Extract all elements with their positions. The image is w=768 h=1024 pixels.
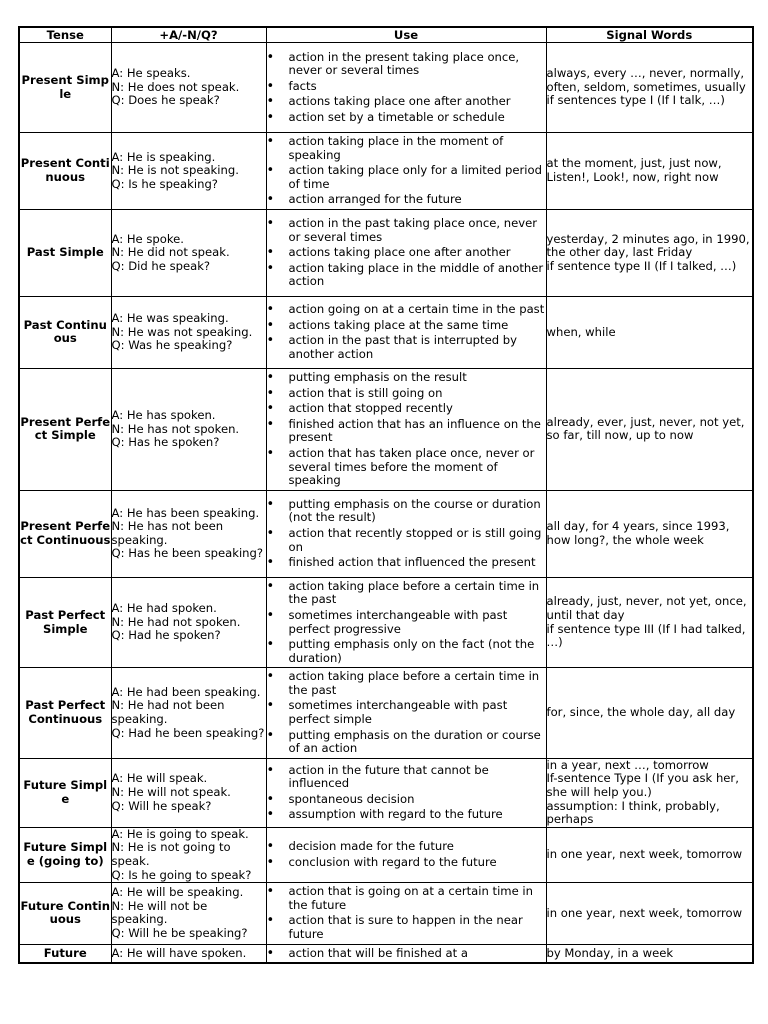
signal-line: all day, for 4 years, since 1993, how long?, the whole week <box>546 519 730 547</box>
bullet-icon: • <box>266 555 275 571</box>
use-item <box>267 387 546 401</box>
form-line: A: He is going to speak. <box>111 827 249 841</box>
use-text: action going on at a certain time in the past <box>288 302 545 317</box>
header-row <box>19 27 753 43</box>
use-item <box>267 217 546 244</box>
tense-name: Future Simple (going to) <box>19 827 111 882</box>
use-text: action in the future that cannot be influenced <box>288 762 489 791</box>
header-use: Use <box>266 27 546 43</box>
signal-words <box>546 490 753 577</box>
tense-forms <box>111 668 266 759</box>
tense-row <box>19 577 753 668</box>
tense-uses <box>266 883 546 944</box>
tense-uses <box>266 133 546 210</box>
form-line: N: He is not going to speak. <box>111 840 231 869</box>
bullet-icon: • <box>266 945 275 961</box>
tense-forms <box>111 133 266 210</box>
signal-words <box>546 296 753 368</box>
use-item <box>267 556 546 570</box>
bullet-icon: • <box>266 109 275 125</box>
header-signal-words: Signal Words <box>546 27 753 43</box>
use-item <box>267 670 546 697</box>
bullet-icon: • <box>266 669 275 685</box>
bullet-icon: • <box>266 416 275 432</box>
bullet-icon: • <box>266 385 275 401</box>
signal-line: if sentence type II (If I talked, …) <box>546 258 737 273</box>
tense-uses <box>266 758 546 827</box>
use-list <box>267 303 546 361</box>
use-text: decision made for the future <box>288 839 454 854</box>
use-item <box>267 885 546 912</box>
bullet-icon: • <box>266 163 275 179</box>
header-forms: +A/-N/Q? <box>111 27 266 43</box>
use-item <box>267 418 546 445</box>
tense-forms <box>111 827 266 882</box>
bullet-icon: • <box>266 317 275 333</box>
tense-row <box>19 883 753 944</box>
tense-uses <box>266 368 546 490</box>
use-item <box>267 111 546 125</box>
use-list <box>267 217 546 289</box>
tense-forms <box>111 43 266 133</box>
use-list <box>267 498 546 570</box>
signal-words <box>546 944 753 963</box>
signal-line: always, every …, never, normally, often, seldom, sometimes, usually <box>546 66 746 94</box>
bullet-icon: • <box>266 49 275 65</box>
signal-line: yesterday, 2 minutes ago, in 1990, the other day, last Friday <box>546 231 750 260</box>
bullet-icon: • <box>266 637 275 653</box>
signal-line: already, just, never, not yet, once, until that day <box>546 594 747 622</box>
signal-line: assumption: I think, probably, perhaps <box>546 798 720 827</box>
use-text: actions taking place at the same time <box>288 317 509 332</box>
use-text: putting emphasis on the course or duration (not the result) <box>288 496 541 525</box>
bullet-icon: • <box>266 134 275 149</box>
bullet-icon: • <box>266 245 275 261</box>
signal-words <box>546 368 753 490</box>
use-item <box>267 840 546 854</box>
tense-forms <box>111 944 266 963</box>
form-line: N: He had not been speaking. <box>111 698 225 727</box>
form-line: A: He speaks. <box>111 66 191 81</box>
tense-row <box>19 133 753 210</box>
use-item <box>267 135 546 162</box>
use-text: action that recently stopped or is still going on <box>288 525 542 554</box>
tense-name: Present Perfect Continuous <box>19 490 111 577</box>
use-item <box>267 334 546 361</box>
signal-line: in one year, next week, tomorrow <box>546 905 743 920</box>
form-line: Q: Had he spoken? <box>111 628 221 643</box>
bullet-icon: • <box>266 333 275 349</box>
tense-name: Present Perfect Simple <box>19 368 111 490</box>
signal-line: by Monday, in a week <box>546 945 674 960</box>
use-list <box>267 371 546 488</box>
form-line: A: He had been speaking. <box>111 684 261 699</box>
use-item <box>267 527 546 554</box>
form-line: N: He had not spoken. <box>111 614 241 629</box>
bullet-icon: • <box>266 525 275 541</box>
form-line: A: He was speaking. <box>111 311 229 326</box>
tense-uses <box>266 944 546 963</box>
tense-row <box>19 758 753 827</box>
tense-forms <box>111 368 266 490</box>
use-text: action that is still going on <box>288 385 443 400</box>
bullet-icon: • <box>266 839 275 855</box>
form-line: Q: Was he speaking? <box>111 338 233 353</box>
bullet-icon: • <box>266 401 275 417</box>
use-text: putting emphasis on the result <box>288 369 467 384</box>
use-text: finished action that has an influence on the present <box>288 416 541 445</box>
use-text: putting emphasis only on the fact (not the duration) <box>288 637 535 665</box>
tense-name: Present Continuous <box>19 133 111 210</box>
tense-forms <box>111 577 266 668</box>
use-text: action taking place before a certain time in the past <box>288 669 540 697</box>
signal-line: when, while <box>546 324 616 339</box>
use-item <box>267 51 546 78</box>
form-line: A: He will speak. <box>111 771 208 786</box>
form-line: N: He has not been speaking. <box>111 519 224 547</box>
tense-row <box>19 944 753 963</box>
tense-name: Past Perfect Simple <box>19 577 111 668</box>
form-line: Q: Had he been speaking? <box>111 725 265 740</box>
use-list <box>267 840 546 869</box>
signal-line: if sentence type III (If I had talked, …) <box>546 621 746 650</box>
bullet-icon: • <box>266 762 275 778</box>
signal-words <box>546 43 753 133</box>
use-item <box>267 947 546 961</box>
use-text: action in the present taking place once, never or several times <box>288 49 520 78</box>
bullet-icon: • <box>266 913 275 929</box>
use-item <box>267 164 546 191</box>
tenses-table <box>18 26 754 964</box>
use-text: action that has taken place once, never or several times before the moment of speaking <box>288 445 535 488</box>
use-item <box>267 856 546 870</box>
signal-words <box>546 883 753 944</box>
tense-row <box>19 827 753 882</box>
form-line: Q: Did he speak? <box>111 258 211 273</box>
tense-uses <box>266 668 546 759</box>
signal-words <box>546 209 753 296</box>
tense-row <box>19 368 753 490</box>
tense-forms <box>111 883 266 944</box>
use-item <box>267 447 546 488</box>
use-item <box>267 914 546 941</box>
form-line: Q: Is he going to speak? <box>111 867 252 882</box>
signal-line: for, since, the whole day, all day <box>546 705 736 720</box>
form-line: A: He has been speaking. <box>111 505 260 520</box>
form-line: A: He will be speaking. <box>111 885 244 900</box>
form-line: N: He will not speak. <box>111 785 231 800</box>
use-text: action taking place in the middle of another action <box>288 260 544 289</box>
tense-row <box>19 43 753 133</box>
use-item <box>267 402 546 416</box>
signal-words <box>546 758 753 827</box>
use-text: sometimes interchangeable with past perfect simple <box>288 698 508 727</box>
bullet-icon: • <box>266 698 275 714</box>
tense-uses <box>266 43 546 133</box>
form-line: N: He did not speak. <box>111 245 230 260</box>
tense-name: Past Perfect Continuous <box>19 668 111 759</box>
use-text: facts <box>288 78 317 93</box>
form-line: N: He will not be speaking. <box>111 898 208 927</box>
form-line: Q: Is he speaking? <box>111 176 218 191</box>
bullet-icon: • <box>266 884 275 900</box>
bullet-icon: • <box>266 607 275 623</box>
use-item <box>267 764 546 791</box>
use-item <box>267 808 546 822</box>
use-text: action that is going on at a certain time in the future <box>288 884 533 912</box>
bullet-icon: • <box>266 94 275 110</box>
tense-uses <box>266 296 546 368</box>
signal-line: if sentences type I (If I talk, …) <box>546 93 725 108</box>
tense-name: Present Simple <box>19 43 111 133</box>
use-text: conclusion with regard to the future <box>288 855 497 870</box>
bullet-icon: • <box>266 78 275 94</box>
form-line: N: He has not spoken. <box>111 421 240 436</box>
tense-name: Past Simple <box>19 209 111 296</box>
tense-row <box>19 668 753 759</box>
tense-forms <box>111 758 266 827</box>
use-text: sometimes interchangeable with past perfect progressive <box>288 607 508 636</box>
use-item <box>267 193 546 207</box>
use-item <box>267 95 546 109</box>
signal-words <box>546 668 753 759</box>
form-line: Q: Has he been speaking? <box>111 546 264 561</box>
form-line: Q: Does he speak? <box>111 93 220 108</box>
use-text: action taking place before a certain time in the past <box>288 578 540 607</box>
form-line: N: He was not speaking. <box>111 324 253 339</box>
bullet-icon: • <box>266 192 275 208</box>
use-item <box>267 793 546 807</box>
use-item <box>267 303 546 317</box>
use-item <box>267 498 546 525</box>
tense-uses <box>266 209 546 296</box>
use-text: action that is sure to happen in the near future <box>288 913 523 941</box>
use-text: action arranged for the future <box>288 192 462 207</box>
bullet-icon: • <box>266 855 275 871</box>
signal-words <box>546 577 753 668</box>
signal-line: in a year, next …, tomorrow <box>546 758 709 772</box>
use-text: action in the past taking place once, never or several times <box>288 215 537 244</box>
use-item <box>267 371 546 385</box>
use-text: putting emphasis on the duration or course of an action <box>288 727 541 756</box>
bullet-icon: • <box>266 445 275 461</box>
signal-line: If-sentence Type I (If you ask her, she will help you.) <box>546 771 739 800</box>
header-tense: Tense <box>19 27 111 43</box>
use-item <box>267 80 546 94</box>
use-text: action in the past that is interrupted by another action <box>288 333 517 362</box>
use-text: action taking place in the moment of speaking <box>288 134 504 162</box>
signal-words <box>546 827 753 882</box>
bullet-icon: • <box>266 215 275 231</box>
use-text: finished action that influenced the present <box>288 555 536 570</box>
bullet-icon: • <box>266 369 275 385</box>
tense-row <box>19 209 753 296</box>
tense-name: Future <box>19 944 111 963</box>
bullet-icon: • <box>266 791 275 807</box>
use-list <box>267 670 546 756</box>
bullet-icon: • <box>266 807 275 823</box>
use-item <box>267 580 546 607</box>
tense-forms <box>111 209 266 296</box>
tense-name: Future Simple <box>19 758 111 827</box>
use-text: action taking place only for a limited period of time <box>288 163 542 191</box>
form-line: A: He has spoken. <box>111 407 216 422</box>
form-line: N: He does not speak. <box>111 79 240 94</box>
bullet-icon: • <box>266 496 275 512</box>
use-item <box>267 699 546 726</box>
form-line: A: He spoke. <box>111 231 184 246</box>
use-list <box>267 580 546 666</box>
use-item <box>267 246 546 260</box>
tense-name: Past Continuous <box>19 296 111 368</box>
use-list <box>267 135 546 207</box>
tense-row <box>19 490 753 577</box>
use-item <box>267 729 546 756</box>
bullet-icon: • <box>266 302 275 318</box>
tense-name: Future Continuous <box>19 883 111 944</box>
form-line: Q: Has he spoken? <box>111 435 220 450</box>
tense-forms <box>111 296 266 368</box>
use-text: action that stopped recently <box>288 401 453 416</box>
tense-row <box>19 296 753 368</box>
tense-uses <box>266 827 546 882</box>
form-line: A: He will have spoken. <box>111 945 247 960</box>
signal-line: in one year, next week, tomorrow <box>546 847 743 862</box>
use-text: actions taking place one after another <box>288 94 511 109</box>
use-item <box>267 609 546 636</box>
use-item <box>267 319 546 333</box>
use-list <box>267 51 546 125</box>
use-text: spontaneous decision <box>288 791 415 806</box>
bullet-icon: • <box>266 578 275 594</box>
signal-line: already, ever, just, never, not yet, so far, till now, up to now <box>546 414 745 443</box>
form-line: A: He is speaking. <box>111 149 216 164</box>
signal-line: at the moment, just, just now, Listen!, Look!, now, right now <box>546 156 722 184</box>
tense-uses <box>266 577 546 668</box>
signal-words <box>546 133 753 210</box>
use-text: action that will be finished at a <box>288 945 468 960</box>
form-line: N: He is not speaking. <box>111 163 239 178</box>
use-item <box>267 638 546 665</box>
use-list <box>267 764 546 822</box>
use-text: action set by a timetable or schedule <box>288 109 505 124</box>
bullet-icon: • <box>266 727 275 743</box>
use-item <box>267 262 546 289</box>
use-list <box>267 885 546 941</box>
use-list <box>267 947 546 961</box>
bullet-icon: • <box>266 260 275 276</box>
form-line: Q: Will he speak? <box>111 798 212 813</box>
tense-uses <box>266 490 546 577</box>
use-text: actions taking place one after another <box>288 245 511 260</box>
form-line: Q: Will he be speaking? <box>111 926 248 940</box>
use-text: assumption with regard to the future <box>288 807 503 822</box>
form-line: A: He had spoken. <box>111 601 217 616</box>
tense-forms <box>111 490 266 577</box>
